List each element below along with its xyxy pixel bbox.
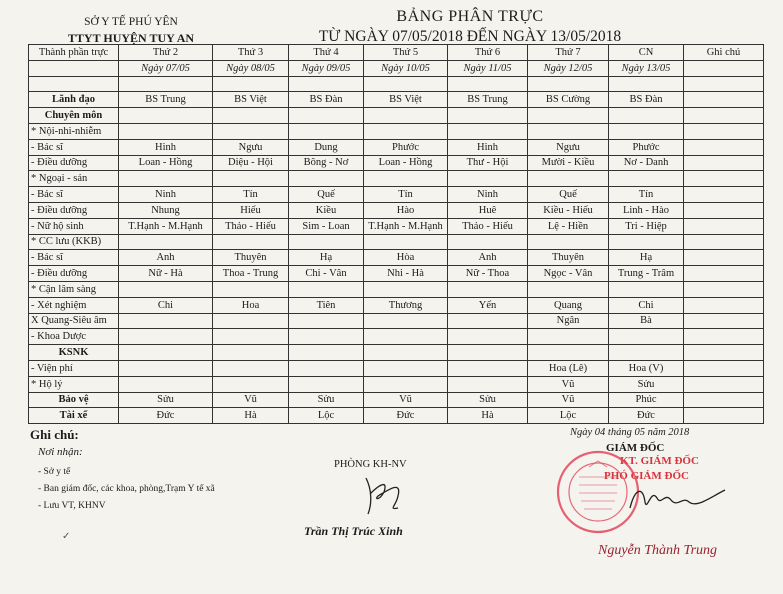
duty-cell <box>528 281 609 297</box>
duty-cell <box>448 108 528 124</box>
role-label: - Bác sĩ <box>29 139 119 155</box>
date-header: Ngày 07/05 <box>119 60 213 76</box>
role-label: - Nữ hộ sinh <box>29 218 119 234</box>
duty-cell: Đức <box>364 408 448 424</box>
duty-cell: Ninh <box>119 187 213 203</box>
duty-cell: Loan - Hồng <box>119 155 213 171</box>
duty-cell: T.Hạnh - M.Hạnh <box>119 218 213 234</box>
role-label: * Cận lâm sàng <box>29 281 119 297</box>
check-mark: ✓ <box>62 531 71 542</box>
signer-2-name: Nguyễn Thành Trung <box>598 543 718 558</box>
duty-cell: Chi - Vân <box>289 266 364 282</box>
duty-cell: Nữ - Hà <box>119 266 213 282</box>
duty-cell: Quế <box>528 187 609 203</box>
table-row <box>29 392 764 408</box>
note-cell <box>684 408 764 424</box>
role-label <box>29 76 119 92</box>
duty-cell: Ngưu <box>528 139 609 155</box>
duty-cell <box>119 329 213 345</box>
duty-cell: Vũ <box>364 392 448 408</box>
duty-cell <box>448 234 528 250</box>
duty-cell: Thảo - Hiếu <box>448 218 528 234</box>
recipient-item: - Ban giám đốc, các khoa, phòng,Trạm Y tế xã <box>38 484 215 494</box>
duty-cell: Sửu <box>289 392 364 408</box>
table-row <box>29 123 764 139</box>
duty-cell: Lộc <box>289 408 364 424</box>
duty-cell <box>213 360 289 376</box>
note-cell <box>684 345 764 361</box>
duty-cell: Nữ - Thoa <box>448 266 528 282</box>
duty-cell: Vũ <box>528 376 609 392</box>
role-label: X Quang-Siêu âm <box>29 313 119 329</box>
duty-cell: Sim - Loan <box>289 218 364 234</box>
table-row <box>29 313 764 329</box>
duty-cell: Chi <box>119 297 213 313</box>
duty-cell <box>289 234 364 250</box>
duty-cell: Quế <box>289 187 364 203</box>
duty-cell <box>448 345 528 361</box>
role-label: - Điều dưỡng <box>29 155 119 171</box>
duty-cell <box>528 123 609 139</box>
duty-cell: BS Đàn <box>609 92 684 108</box>
duty-cell <box>119 360 213 376</box>
table-row <box>29 76 764 92</box>
duty-cell: Thư - Hội <box>448 155 528 171</box>
duty-cell: BS Đàn <box>289 92 364 108</box>
duty-cell: Hinh <box>448 139 528 155</box>
note-cell <box>684 155 764 171</box>
table-row <box>29 234 764 250</box>
duty-cell: BS Việt <box>364 92 448 108</box>
duty-cell: Ngưu <box>213 139 289 155</box>
table-row <box>29 250 764 266</box>
duty-cell <box>289 281 364 297</box>
table-row <box>29 218 764 234</box>
duty-cell <box>119 313 213 329</box>
duty-cell: Anh <box>448 250 528 266</box>
table-row <box>29 155 764 171</box>
table-row <box>29 171 764 187</box>
duty-cell <box>213 171 289 187</box>
duty-cell <box>119 345 213 361</box>
duty-cell: BS Trung <box>119 92 213 108</box>
document-title-block <box>300 8 640 46</box>
duty-cell <box>609 108 684 124</box>
duty-cell: Loan - Hồng <box>364 155 448 171</box>
recipients-title: Nơi nhận: <box>38 446 83 458</box>
duty-cell <box>213 313 289 329</box>
duty-cell: Thương <box>364 297 448 313</box>
note-cell <box>684 218 764 234</box>
duty-cell: Ninh <box>448 187 528 203</box>
role-label: - Bác sĩ <box>29 250 119 266</box>
duty-cell <box>289 313 364 329</box>
role-label: * Hộ lý <box>29 376 119 392</box>
recipient-item: - Sở y tế <box>38 467 71 477</box>
note-cell <box>684 376 764 392</box>
duty-cell: Quang <box>528 297 609 313</box>
duty-cell: Nhung <box>119 202 213 218</box>
duty-cell: Phúc <box>609 392 684 408</box>
duty-cell <box>119 281 213 297</box>
duty-cell <box>364 171 448 187</box>
duty-cell <box>364 234 448 250</box>
org-line-2: TTYT HUYỆN TUY AN <box>67 31 195 45</box>
signature-2 <box>625 478 735 518</box>
duty-cell <box>448 329 528 345</box>
duty-cell <box>364 329 448 345</box>
duty-cell <box>528 234 609 250</box>
duty-cell <box>609 171 684 187</box>
duty-cell: Bà <box>609 313 684 329</box>
duty-cell: Tri - Hiệp <box>609 218 684 234</box>
duty-cell: Nhi - Hà <box>364 266 448 282</box>
day-header: Thứ 6 <box>448 45 528 61</box>
duty-cell: Dung <box>289 139 364 155</box>
role-label: KSNK <box>29 345 119 361</box>
note-cell <box>684 234 764 250</box>
date-header: Ngày 12/05 <box>528 60 609 76</box>
duty-cell <box>609 281 684 297</box>
duty-cell: Hiếu <box>213 202 289 218</box>
duty-cell: Phước <box>609 139 684 155</box>
duty-cell <box>289 360 364 376</box>
table-row <box>29 266 764 282</box>
table-row <box>29 297 764 313</box>
duty-cell <box>213 329 289 345</box>
note-cell <box>684 392 764 408</box>
duty-cell: Lộc <box>528 408 609 424</box>
duty-cell: Thoa - Trung <box>213 266 289 282</box>
day-header: CN <box>609 45 684 61</box>
duty-cell: Nơ - Danh <box>609 155 684 171</box>
duty-roster-table <box>28 44 764 424</box>
role-label: - Xét nghiệm <box>29 297 119 313</box>
day-header: Thứ 3 <box>213 45 289 61</box>
role-label: Lãnh đạo <box>29 92 119 108</box>
duty-cell: Hào <box>364 202 448 218</box>
duty-cell <box>213 234 289 250</box>
duty-cell: Trung - Trâm <box>609 266 684 282</box>
duty-cell <box>364 313 448 329</box>
duty-cell: Hòa <box>364 250 448 266</box>
duty-cell <box>213 281 289 297</box>
duty-cell <box>609 76 684 92</box>
duty-cell: Yến <box>448 297 528 313</box>
table-row <box>29 329 764 345</box>
duty-cell: Phước <box>364 139 448 155</box>
table-row <box>29 202 764 218</box>
duty-cell: Thảo - Hiếu <box>213 218 289 234</box>
duty-cell <box>528 345 609 361</box>
note-cell <box>684 360 764 376</box>
table-row <box>29 345 764 361</box>
duty-cell: Đức <box>119 408 213 424</box>
duty-cell <box>448 123 528 139</box>
blank-cell <box>684 60 764 76</box>
duty-cell <box>448 376 528 392</box>
duty-cell: Sửu <box>609 376 684 392</box>
duty-cell: Tín <box>609 187 684 203</box>
role-column-header: Thành phần trực <box>29 45 119 61</box>
duty-cell: BS Cường <box>528 92 609 108</box>
duty-cell <box>364 108 448 124</box>
duty-cell: Sửu <box>119 392 213 408</box>
duty-cell: Ngọc - Vân <box>528 266 609 282</box>
duty-cell <box>119 234 213 250</box>
duty-cell: Hà <box>213 408 289 424</box>
note-cell <box>684 266 764 282</box>
deputy-line-1: KT. GIÁM ĐỐC <box>620 455 699 467</box>
note-cell <box>684 281 764 297</box>
document-subtitle: TỪ NGÀY 07/05/2018 ĐẾN NGÀY 13/05/2018 <box>318 28 622 45</box>
day-header: Thứ 2 <box>119 45 213 61</box>
duty-cell <box>364 360 448 376</box>
role-label: - Khoa Dược <box>29 329 119 345</box>
duty-cell: Hoa (V) <box>609 360 684 376</box>
duty-cell: Thuyên <box>528 250 609 266</box>
duty-cell: BS Trung <box>448 92 528 108</box>
table-row <box>29 281 764 297</box>
note-cell <box>684 329 764 345</box>
roster-body <box>29 76 764 424</box>
signature-1 <box>358 470 428 520</box>
table-row <box>29 187 764 203</box>
role-label: Tài xế <box>29 408 119 424</box>
note-cell <box>684 187 764 203</box>
duty-cell <box>119 108 213 124</box>
note-cell <box>684 123 764 139</box>
day-header: Thứ 7 <box>528 45 609 61</box>
duty-cell: Hà <box>448 408 528 424</box>
table-row <box>29 376 764 392</box>
note-cell <box>684 171 764 187</box>
duty-cell: Lệ - Hiền <box>528 218 609 234</box>
director-title: GIÁM ĐỐC <box>606 442 665 454</box>
note-cell <box>684 108 764 124</box>
blank-cell <box>29 60 119 76</box>
duty-cell: Hinh <box>119 139 213 155</box>
duty-cell <box>289 108 364 124</box>
duty-cell: Sửu <box>448 392 528 408</box>
duty-cell: Kiều <box>289 202 364 218</box>
duty-cell <box>119 123 213 139</box>
duty-cell: Tín <box>213 187 289 203</box>
duty-cell <box>289 376 364 392</box>
table-row <box>29 360 764 376</box>
duty-cell: Kiều - Hiếu <box>528 202 609 218</box>
duty-cell <box>448 360 528 376</box>
duty-cell <box>364 281 448 297</box>
header-row-dates <box>29 60 764 76</box>
duty-cell: Hạ <box>609 250 684 266</box>
duty-cell: Vũ <box>213 392 289 408</box>
duty-cell <box>609 345 684 361</box>
duty-cell: Đức <box>609 408 684 424</box>
day-header: Thứ 5 <box>364 45 448 61</box>
role-label: * CC lưu (KKB) <box>29 234 119 250</box>
duty-cell <box>448 171 528 187</box>
duty-cell <box>213 376 289 392</box>
note-cell <box>684 76 764 92</box>
duty-cell: Huê <box>448 202 528 218</box>
place-date: Ngày 04 tháng 05 năm 2018 <box>570 427 690 438</box>
duty-cell: T.Hạnh - M.Hạnh <box>364 218 448 234</box>
duty-cell <box>289 171 364 187</box>
role-label: - Viện phí <box>29 360 119 376</box>
table-row <box>29 139 764 155</box>
note-column-header: Ghi chú <box>684 45 764 61</box>
date-header: Ngày 09/05 <box>289 60 364 76</box>
duty-cell: Linh - Hào <box>609 202 684 218</box>
duty-cell <box>289 76 364 92</box>
duty-cell: Chi <box>609 297 684 313</box>
role-label: * Ngoại - sản <box>29 171 119 187</box>
duty-cell <box>364 76 448 92</box>
duty-cell <box>609 234 684 250</box>
duty-cell <box>448 281 528 297</box>
table-row <box>29 108 764 124</box>
role-label: - Điều dưỡng <box>29 266 119 282</box>
duty-cell <box>364 345 448 361</box>
duty-cell <box>364 123 448 139</box>
role-label: Bảo vệ <box>29 392 119 408</box>
duty-cell: Mười - Kiều <box>528 155 609 171</box>
role-label: - Điều dưỡng <box>29 202 119 218</box>
department-label: PHÒNG KH-NV <box>334 459 407 470</box>
duty-cell <box>289 329 364 345</box>
note-cell <box>684 250 764 266</box>
role-label: Chuyên môn <box>29 108 119 124</box>
duty-cell <box>528 171 609 187</box>
duty-cell: Tín <box>364 187 448 203</box>
date-header: Ngày 13/05 <box>609 60 684 76</box>
duty-cell <box>528 108 609 124</box>
role-label: * Nội-nhi-nhiễm <box>29 123 119 139</box>
duty-cell <box>213 108 289 124</box>
table-row <box>29 92 764 108</box>
duty-cell <box>119 171 213 187</box>
note-title: Ghi chú: <box>30 427 79 442</box>
duty-cell <box>528 329 609 345</box>
date-header: Ngày 08/05 <box>213 60 289 76</box>
duty-cell: Bông - Nơ <box>289 155 364 171</box>
organization-header <box>36 14 226 46</box>
duty-cell <box>448 76 528 92</box>
recipients-list <box>38 464 215 515</box>
deputy-line-2: PHÓ GIÁM ĐỐC <box>604 470 689 482</box>
duty-cell: Vũ <box>528 392 609 408</box>
duty-cell <box>119 376 213 392</box>
recipient-item: - Lưu VT, KHNV <box>38 501 106 511</box>
day-header: Thứ 4 <box>289 45 364 61</box>
duty-cell <box>213 345 289 361</box>
duty-cell: Tiên <box>289 297 364 313</box>
duty-cell: Diệu - Hội <box>213 155 289 171</box>
header-row-days <box>29 45 764 61</box>
duty-cell <box>528 76 609 92</box>
org-line-1: SỞ Y TẾ PHÚ YÊN <box>84 16 178 28</box>
duty-cell: Hoa (Lê) <box>528 360 609 376</box>
duty-cell <box>609 123 684 139</box>
signer-1-name: Trần Thị Trúc Xinh <box>304 524 403 538</box>
duty-cell <box>289 123 364 139</box>
duty-cell: BS Việt <box>213 92 289 108</box>
duty-cell <box>609 329 684 345</box>
duty-cell <box>213 123 289 139</box>
duty-cell: Ngân <box>528 313 609 329</box>
note-cell <box>684 297 764 313</box>
duty-cell: Hạ <box>289 250 364 266</box>
duty-cell: Thuyên <box>213 250 289 266</box>
date-header: Ngày 11/05 <box>448 60 528 76</box>
duty-cell <box>364 376 448 392</box>
duty-cell: Anh <box>119 250 213 266</box>
note-cell <box>684 92 764 108</box>
note-cell <box>684 202 764 218</box>
document-title: BẢNG PHÂN TRỰC <box>396 8 544 25</box>
date-header: Ngày 10/05 <box>364 60 448 76</box>
table-row <box>29 408 764 424</box>
note-cell <box>684 139 764 155</box>
duty-cell <box>289 345 364 361</box>
duty-cell: Hoa <box>213 297 289 313</box>
duty-cell <box>213 76 289 92</box>
duty-cell <box>119 76 213 92</box>
note-cell <box>684 313 764 329</box>
role-label: - Bác sĩ <box>29 187 119 203</box>
duty-cell <box>448 313 528 329</box>
